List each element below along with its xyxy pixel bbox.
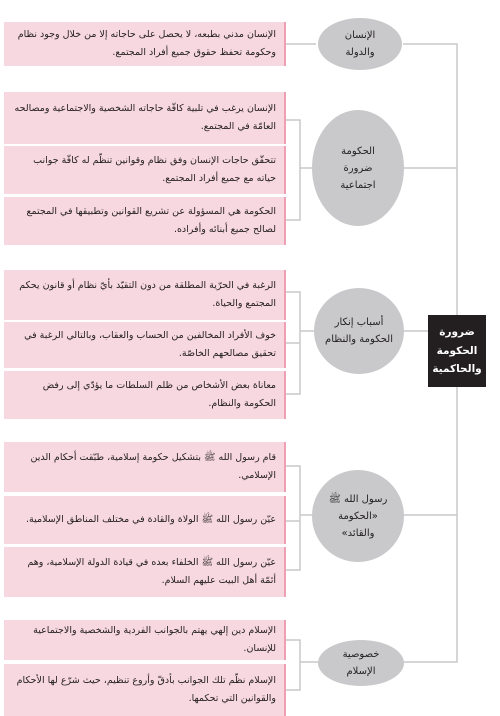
note-box — [4, 547, 286, 597]
note-text: الرغبة في الحرّية المطلقة من دون التقيّد بأيّ نظام أو قانون يحكم المجتمع والحياة. — [19, 280, 276, 309]
note-text: الإنسان يرغب في تلبية كافّة حاجاته الشخصية والاجتماعية ومصالحه العامّة في المجتمع. — [14, 103, 276, 132]
topic-node-2: الحكومة ضرورة اجتماعية — [312, 110, 404, 226]
topic-node-5: خصوصية الإسلام — [318, 640, 404, 686]
topic-node-4: رسول الله ﷺ «الحكومة والقائد» — [312, 470, 404, 562]
note-box — [4, 22, 286, 66]
note-box — [4, 92, 286, 144]
note-text: الحكومة هي المسؤولة عن تشريع القوانين وتطبيقها في المجتمع لصالح جميع أبنائه وأفراده. — [26, 206, 276, 235]
root-node: ضرورة الحكومة والحاكمية — [428, 315, 486, 387]
topic-node-3: أسباب إنكار الحكومة والنظام — [314, 288, 404, 374]
note-text: الإسلام نظّم تلك الجوانب بأدقّ وأروع تنظيم، حيث شرّع لها الأحكام والقوانين التي تحكمها. — [16, 675, 276, 704]
note-box — [4, 197, 286, 245]
note-text: الإسلام دين إلهي يهتم بالجوانب الفردية والشخصية والاجتماعية للإنسان. — [33, 625, 276, 654]
note-box — [4, 496, 286, 544]
note-text: تتحقّق حاجات الإنسان وفق نظام وقوانين تنظّم له كافّة جوانب حياته مع جميع أفراد المجتمع. — [33, 155, 276, 184]
note-text: معاناة بعض الأشخاص من ظلم السلطات ما يؤدّي إلى رفض الحكومة والنظام. — [42, 380, 276, 409]
note-text: خوف الأفراد المخالفين من الحساب والعقاب، وبالتالي الرغبة في تحقيق مصالحهم الخاصّة. — [24, 330, 276, 359]
note-box — [4, 442, 286, 492]
note-box — [4, 146, 286, 194]
note-text: عيّن رسول الله ﷺ الولاة والقادة في مختلف المناطق الإسلامية. — [26, 514, 276, 526]
note-box — [4, 664, 286, 716]
note-box — [4, 322, 286, 368]
note-text: عيّن رسول الله ﷺ الخلفاء بعده في قيادة الدولة الإسلامية، وهم أئمّة أهل البيت عليهم السلام. — [27, 557, 276, 586]
note-text: الإنسان مدني بطبعه، لا يحصل على حاجاته إلا من خلال وجود نظام وحكومة تحفظ حقوق جميع أفراد المجتمع. — [17, 29, 276, 58]
note-box — [4, 371, 286, 419]
note-text: قام رسول الله ﷺ بتشكيل حكومة إسلامية، طبّقت أحكام الدين الإسلامي. — [30, 452, 276, 481]
topic-node-1: الإنسان والدولة — [318, 18, 402, 70]
note-box — [4, 270, 286, 320]
note-box — [4, 620, 286, 660]
